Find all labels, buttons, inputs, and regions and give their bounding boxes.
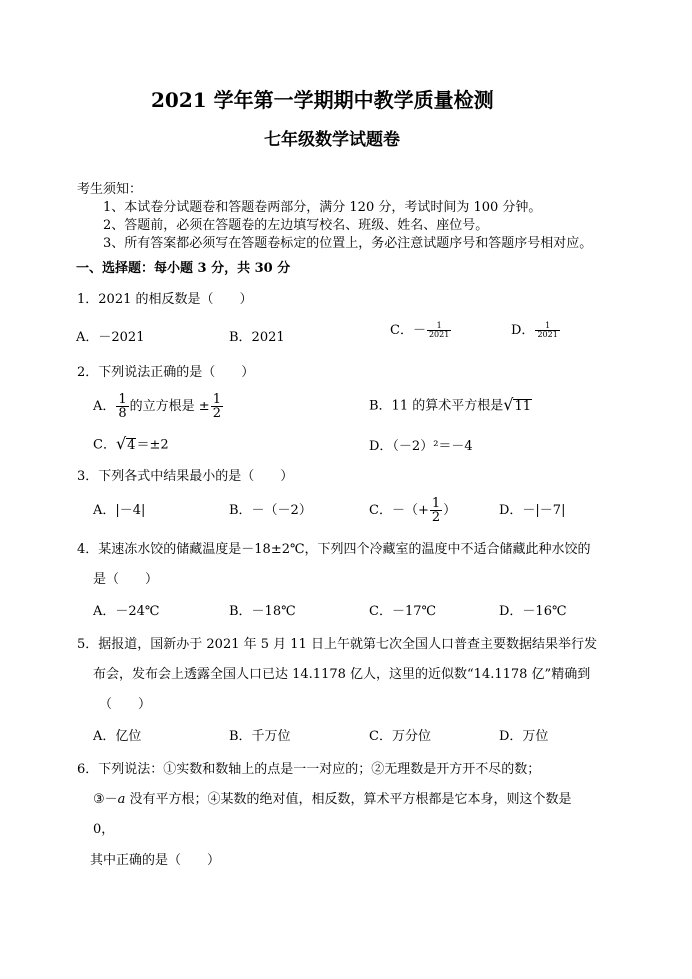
page-subtitle: 七年级数学试题卷: [264, 130, 400, 150]
q1-option-b: B．2021: [229, 330, 285, 345]
q5-stem-line1: 5．据报道，国新办于 2021 年 5 月 11 日上午就第七次全国人口普查主要数据结果举行发: [77, 637, 597, 652]
q5-stem-line3: （ ）: [99, 697, 152, 712]
fraction-denominator: 2021: [537, 330, 558, 339]
fraction-denominator: 2021: [428, 330, 450, 339]
q6-variable: a: [117, 792, 126, 807]
q1-option-a: A．－2021: [76, 330, 145, 345]
page-title: 2021 学年第一学期期中教学质量检测: [151, 88, 494, 112]
fraction-denominator: 8: [118, 406, 127, 421]
q1-option-c-fraction: [427, 322, 451, 339]
q6-stem-line4: 其中正确的是（ ）: [90, 853, 221, 868]
q1-option-d-fraction: [535, 322, 559, 339]
q6-stem-line2-rest: 没有平方根；④某数的绝对值，相反数，算术平方根都是它本身，则这个数是: [125, 792, 572, 807]
q5-option-a: A．亿位: [93, 729, 142, 744]
q4-option-a: A．－24℃: [93, 604, 160, 619]
q2-option-a: [93, 393, 224, 420]
q1-stem: 1．2021 的相反数是（ ）: [77, 292, 253, 307]
q3-option-c-fraction: [430, 497, 442, 524]
q6-stem-line1: 6．下列说法：①实数和数轴上的点是一一对应的；②无理数是开方开不尽的数；: [77, 762, 541, 777]
fraction-denominator: 2: [431, 510, 441, 525]
q3-option-a: A．|－4|: [93, 503, 146, 518]
q5-option-b: B．千万位: [229, 729, 291, 744]
q2-option-a-label: A．: [93, 399, 116, 414]
fraction-numerator: 1: [118, 392, 127, 407]
q1-option-c-label: C．－: [390, 323, 426, 338]
notice-item-1: 1、本试卷分试题卷和答题卷两部分，满分 120 分，考试时间为 100 分钟。: [103, 200, 542, 215]
q6-stem-line2-start: ③－: [93, 792, 118, 807]
q3-option-b: B．－（－2）: [229, 503, 312, 518]
q2-option-c: [93, 436, 169, 454]
q2-option-a-fraction-1: [116, 393, 128, 420]
fraction-numerator: 1: [545, 321, 551, 330]
q2-option-c-label: C．: [93, 437, 116, 453]
q2-option-c-text: ＝±2: [136, 437, 169, 453]
q1-option-d: [511, 322, 561, 339]
q1-option-c: [390, 322, 452, 339]
q6-stem-line2: [93, 792, 572, 808]
q5-option-c: C．万分位: [369, 729, 431, 744]
q5-option-d: D．万位: [499, 729, 549, 744]
notice-item-3: 3、所有答案都必须写在答题卷标定的位置上，务必注意试题序号和答题序号相对应。: [103, 236, 593, 251]
sqrt-symbol: √4: [115, 434, 136, 453]
fraction-numerator: 1: [212, 392, 221, 407]
q6-stem-line3: 0，: [93, 822, 115, 837]
sqrt-symbol: √11: [503, 395, 531, 414]
q2-option-d: D．（－2）²＝－4: [369, 439, 473, 454]
q2-option-b-label: B．11 的算术平方根是: [369, 398, 504, 414]
q4-option-b: B．－18℃: [229, 604, 296, 619]
q5-stem-line2: 布会，发布会上透露全国人口已达 14.1178 亿人，这里的近似数“14.1178 亿”精确到: [93, 667, 591, 682]
q3-option-c-label: C．－（+: [369, 503, 429, 518]
fraction-denominator: 2: [212, 406, 221, 421]
q1-option-d-label: D．: [511, 323, 535, 338]
q3-option-d: D．－|－7|: [499, 503, 566, 518]
q4-stem-line1: 4．某速冻水饺的储藏温度是－18±2℃，下列四个冷藏室的温度中不适合储藏此种水饺的: [77, 542, 591, 557]
q2-option-b: [369, 397, 532, 415]
q4-option-c: C．－17℃: [369, 604, 437, 619]
q2-option-a-fraction-2: [211, 393, 223, 420]
q3-option-c: [369, 497, 456, 524]
q3-option-c-end: ）: [443, 503, 457, 518]
notice-heading: 考生须知：: [77, 182, 143, 197]
fraction-numerator: 1: [431, 496, 441, 511]
q4-stem-line2: 是（ ）: [93, 572, 159, 587]
section-heading: 一、选择题：每小题 3 分，共 30 分: [76, 261, 291, 276]
q2-stem: 2．下列说法正确的是（ ）: [77, 365, 255, 380]
q3-stem: 3．下列各式中结果最小的是（ ）: [77, 469, 294, 484]
notice-item-2: 2、答题前，必须在答题卷的左边填写校名、班级、姓名、座位号。: [103, 218, 489, 233]
fraction-numerator: 1: [436, 321, 442, 330]
q4-option-d: D．－16℃: [499, 604, 567, 619]
q2-option-a-text: 的立方根是 ±: [129, 399, 210, 414]
